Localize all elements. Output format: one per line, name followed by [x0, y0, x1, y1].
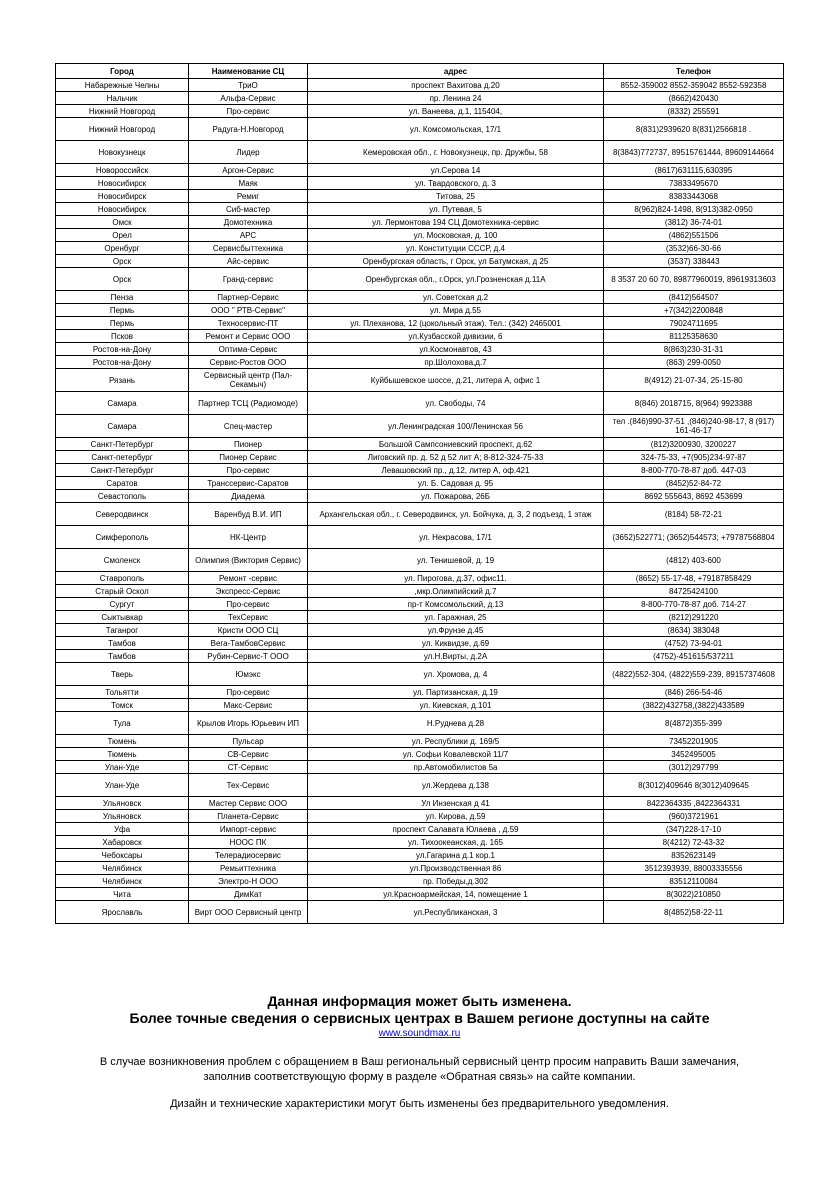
cell-address: Кемеровская обл., г. Новокузнецк, пр. Дружбы, 58 — [308, 141, 604, 164]
table-row — [56, 177, 784, 190]
cell-city: Ростов-на-Дону — [56, 356, 189, 369]
service-centers-table — [55, 63, 784, 924]
cell-phone: 8(4212) 72-43-32 — [604, 836, 784, 849]
table-header-row — [56, 64, 784, 79]
cell-address: ул. Плеханова, 12 (цокольный этаж). Тел.: (342) 2465001 — [308, 317, 604, 330]
cell-address: ул.Фрунзе д.45 — [308, 624, 604, 637]
table-row — [56, 438, 784, 451]
cell-center-name: Ремонт -сервис — [189, 572, 308, 585]
table-row — [56, 686, 784, 699]
table-row — [56, 291, 784, 304]
cell-city: Тверь — [56, 663, 189, 686]
table-row — [56, 810, 784, 823]
cell-phone: 8-800-770-78-87 доб. 714-27 — [604, 598, 784, 611]
cell-phone: 8(4872)355-399 — [604, 712, 784, 735]
cell-phone: (3537) 338443 — [604, 255, 784, 268]
feedback-note-line1: В случае возникновения проблем с обращением в Ваш региональный сервисный центр просим направить Ваши замечания, — [99, 1056, 740, 1068]
table-row — [56, 343, 784, 356]
cell-city: Нижний Новгород — [56, 118, 189, 141]
cell-city: Сыктывкар — [56, 611, 189, 624]
cell-center-name: Вирт ООО Сервисный центр — [189, 901, 308, 924]
table-row — [56, 650, 784, 663]
cell-city: Уфа — [56, 823, 189, 836]
cell-city: Новосибирск — [56, 203, 189, 216]
table-row — [56, 712, 784, 735]
cell-center-name: Спец-мастер — [189, 415, 308, 438]
cell-city: Севастополь — [56, 490, 189, 503]
cell-address: пр.Автомобилистов 5а — [308, 761, 604, 774]
cell-address: Оренбургская область, г Орск, ул Батумская, д 25 — [308, 255, 604, 268]
cell-phone: 8(846) 2018715, 8(964) 9923388 — [604, 392, 784, 415]
cell-city: Самара — [56, 415, 189, 438]
header-address: адрес — [308, 64, 604, 79]
cell-phone: (8634) 383048 — [604, 624, 784, 637]
table-row — [56, 141, 784, 164]
cell-center-name: Ремиг — [189, 190, 308, 203]
cell-address: ул. Ванеева, д.1, 115404, — [308, 105, 604, 118]
table-row — [56, 392, 784, 415]
cell-center-name: Пионер — [189, 438, 308, 451]
cell-city: Пермь — [56, 304, 189, 317]
cell-address: ул. Пирогова, д.37, офис11. — [308, 572, 604, 585]
cell-city: Набарежные Челны — [56, 79, 189, 92]
cell-address: ул.Производственная 86 — [308, 862, 604, 875]
cell-center-name: Юмэкс — [189, 663, 308, 686]
cell-address: ул. Советская д.2 — [308, 291, 604, 304]
table-row — [56, 761, 784, 774]
table-row — [56, 637, 784, 650]
cell-phone: (4812) 403-600 — [604, 549, 784, 572]
cell-city: Симферополь — [56, 526, 189, 549]
cell-phone: (4862)551506 — [604, 229, 784, 242]
cell-city: Рязань — [56, 369, 189, 392]
cell-center-name: Про-сервис — [189, 598, 308, 611]
cell-center-name: ООО " РТВ-Сервис" — [189, 304, 308, 317]
cell-address: ул. Комсомольская, 17/1 — [308, 118, 604, 141]
cell-address: ул. Республики д. 169/5 — [308, 735, 604, 748]
table-row — [56, 598, 784, 611]
table-row — [56, 862, 784, 875]
cell-address: проспект Салавата Юлаева , д.59 — [308, 823, 604, 836]
cell-phone: 84725424100 — [604, 585, 784, 598]
notice-headline: Данная информация может быть изменена. — [267, 993, 572, 1009]
cell-city: Ставрополь — [56, 572, 189, 585]
cell-city: Новороссийск — [56, 164, 189, 177]
table-row — [56, 901, 784, 924]
cell-center-name: Пионер Сервис — [189, 451, 308, 464]
cell-phone: (3652)522771; (3652)544573; +79787568804 — [604, 526, 784, 549]
table-row — [56, 216, 784, 229]
cell-city: Улан-Уде — [56, 774, 189, 797]
table-row — [56, 490, 784, 503]
cell-address: ул.Красноармейская, 14, помещение 1 — [308, 888, 604, 901]
cell-center-name: Диадема — [189, 490, 308, 503]
cell-center-name: Про-сервис — [189, 105, 308, 118]
cell-city: Смоленск — [56, 549, 189, 572]
table-row — [56, 797, 784, 810]
cell-center-name: Рубин-Сервис-Т ООО — [189, 650, 308, 663]
cell-city: Новосибирск — [56, 190, 189, 203]
cell-address: ул. Софьи Ковалевской 11/7 — [308, 748, 604, 761]
cell-phone: 324-75-33, +7(905)234-97-87 — [604, 451, 784, 464]
table-row — [56, 203, 784, 216]
cell-phone: 81125358630 — [604, 330, 784, 343]
cell-center-name: Пульсар — [189, 735, 308, 748]
cell-phone: 79024711695 — [604, 317, 784, 330]
cell-address: ул. Путевая, 5 — [308, 203, 604, 216]
table-row — [56, 369, 784, 392]
cell-city: Орск — [56, 255, 189, 268]
table-row — [56, 624, 784, 637]
table-row — [56, 190, 784, 203]
table-row — [56, 774, 784, 797]
cell-city: Томск — [56, 699, 189, 712]
table-row — [56, 242, 784, 255]
cell-phone: 83833443068 — [604, 190, 784, 203]
table-row — [56, 477, 784, 490]
cell-address: Архангельская обл., г. Северодвинск, ул. Бойчука, д. 3, 2 подъезд, 1 этаж — [308, 503, 604, 526]
cell-address: ул.Космонавтов, 43 — [308, 343, 604, 356]
cell-city: Улан-Уде — [56, 761, 189, 774]
cell-city: Санкт-петербург — [56, 451, 189, 464]
cell-address: ул.Ленинградская 100/Ленинская 56 — [308, 415, 604, 438]
cell-address: ул.Республиканская, 3 — [308, 901, 604, 924]
cell-center-name: Партнер ТСЦ (Радиомоде) — [189, 392, 308, 415]
table-row — [56, 330, 784, 343]
cell-city: Тольятти — [56, 686, 189, 699]
table-row — [56, 585, 784, 598]
cell-address: пр.Шолохова,д.7 — [308, 356, 604, 369]
table-row — [56, 526, 784, 549]
table-row — [56, 503, 784, 526]
cell-city: Тула — [56, 712, 189, 735]
cell-center-name: СТ-Сервис — [189, 761, 308, 774]
cell-city: Ярославль — [56, 901, 189, 924]
cell-phone: 83512110084 — [604, 875, 784, 888]
cell-phone: 8422364335 ,8422364331 — [604, 797, 784, 810]
cell-center-name: Партнер-Сервис — [189, 291, 308, 304]
table-row — [56, 356, 784, 369]
cell-phone: 8(3843)772737, 89515761444, 89609144664 — [604, 141, 784, 164]
table-row — [56, 611, 784, 624]
cell-phone: (8184) 58-72-21 — [604, 503, 784, 526]
cell-address: ул. Тенишевой, д. 19 — [308, 549, 604, 572]
cell-phone: (846) 266-54-46 — [604, 686, 784, 699]
cell-phone: 8(831)2939620 8(831)2566818 . — [604, 118, 784, 141]
cell-center-name: Крылов Игорь Юрьевич ИП — [189, 712, 308, 735]
table-row — [56, 549, 784, 572]
cell-address: пр. Ленина 24 — [308, 92, 604, 105]
notice-subheadline: Более точные сведения о сервисных центрах в Вашем регионе доступны на сайте — [129, 1010, 710, 1026]
cell-phone: 8352623149 — [604, 849, 784, 862]
table-row — [56, 317, 784, 330]
cell-address: ул. Свободы, 74 — [308, 392, 604, 415]
cell-city: Пермь — [56, 317, 189, 330]
table-row — [56, 748, 784, 761]
cell-city: Нижний Новгород — [56, 105, 189, 118]
cell-city: Ростов-на-Дону — [56, 343, 189, 356]
cell-city: Новосибирск — [56, 177, 189, 190]
cell-phone: 8(3012)409646 8(3012)409645 — [604, 774, 784, 797]
cell-center-name: Про-сервис — [189, 686, 308, 699]
design-disclaimer: Дизайн и технические характеристики могут быть изменены без предварительного уведомления. — [170, 1098, 669, 1110]
cell-center-name: Маяк — [189, 177, 308, 190]
cell-address: ул. Московская, д. 100 — [308, 229, 604, 242]
cell-city: Оренбург — [56, 242, 189, 255]
cell-address: ул. Конституции СССР, д.4 — [308, 242, 604, 255]
cell-center-name: Ремьиттехника — [189, 862, 308, 875]
table-row — [56, 255, 784, 268]
cell-center-name: АРС — [189, 229, 308, 242]
cell-center-name: Планета-Сервис — [189, 810, 308, 823]
table-row — [56, 464, 784, 477]
cell-city: Ульяновск — [56, 797, 189, 810]
cell-address: ул. Лермонтова 194 СЦ Домотехника-сервис — [308, 216, 604, 229]
cell-center-name: Олимпия (Виктория Сервис) — [189, 549, 308, 572]
cell-phone: (4822)552-304, (4822)559-239, 89157374608 — [604, 663, 784, 686]
table-row — [56, 572, 784, 585]
table-row — [56, 849, 784, 862]
cell-phone: +7(342)2200848 — [604, 304, 784, 317]
cell-center-name: Экспресс-Сервис — [189, 585, 308, 598]
cell-phone: (8452)52-84-72 — [604, 477, 784, 490]
table-row — [56, 875, 784, 888]
cell-center-name: Сервисбыттехника — [189, 242, 308, 255]
cell-city: Тамбов — [56, 650, 189, 663]
cell-center-name: Сервисный центр (Пал-Секамыч) — [189, 369, 308, 392]
cell-phone: (8332) 255591 — [604, 105, 784, 118]
header-center-name: Наименование СЦ — [189, 64, 308, 79]
cell-address: ул.Н.Вирты, д.2А — [308, 650, 604, 663]
cell-phone: (8212)291220 — [604, 611, 784, 624]
cell-address: ул. Киевская, д.101 — [308, 699, 604, 712]
cell-center-name: Радуга-Н.Новгород — [189, 118, 308, 141]
cell-city: Сургут — [56, 598, 189, 611]
table-row — [56, 415, 784, 438]
cell-city: Чебоксары — [56, 849, 189, 862]
cell-phone: 8(962)824-1498, 8(913)382-0950 — [604, 203, 784, 216]
cell-address: ул. Хромова, д. 4 — [308, 663, 604, 686]
cell-city: Псков — [56, 330, 189, 343]
cell-city: Самара — [56, 392, 189, 415]
cell-center-name: Транссервис-Саратов — [189, 477, 308, 490]
table-body — [56, 79, 784, 924]
cell-city: Северодвинск — [56, 503, 189, 526]
cell-center-name: Вега-ТамбовСервис — [189, 637, 308, 650]
table-row — [56, 79, 784, 92]
header-phone: Телефон — [604, 64, 784, 79]
cell-phone: (3532)66-30-66 — [604, 242, 784, 255]
table-row — [56, 118, 784, 141]
cell-address: пр. Победы,д.302 — [308, 875, 604, 888]
cell-center-name: Оптима-Сервис — [189, 343, 308, 356]
cell-address: Н.Руднева д.28 — [308, 712, 604, 735]
cell-phone: 73833495670 — [604, 177, 784, 190]
cell-address: проспект Вахитова д.20 — [308, 79, 604, 92]
cell-phone: (3012)297799 — [604, 761, 784, 774]
table-row — [56, 268, 784, 291]
cell-address: ул. Твардовского, д. 3 — [308, 177, 604, 190]
cell-phone: (4752)-451615/537211 — [604, 650, 784, 663]
table-row — [56, 823, 784, 836]
cell-center-name: ТехСервис — [189, 611, 308, 624]
table-row — [56, 304, 784, 317]
cell-address: Ул Инзенская д 41 — [308, 797, 604, 810]
cell-city: Тюмень — [56, 748, 189, 761]
cell-center-name: Сиб-мастер — [189, 203, 308, 216]
table-row — [56, 451, 784, 464]
cell-phone: тел .(846)990-37-51 ,(846)240-98-17, 8 (917) 161-46-17 — [604, 415, 784, 438]
cell-city: Челябинск — [56, 875, 189, 888]
cell-address: ул. Некрасова, 17/1 — [308, 526, 604, 549]
cell-phone: 8(4912) 21-07-34, 25-15-80 — [604, 369, 784, 392]
cell-phone: 8692 555643, 8692 453699 — [604, 490, 784, 503]
cell-phone: 8(3022)210850 — [604, 888, 784, 901]
cell-address: ул.Жердева д.138 — [308, 774, 604, 797]
cell-phone: (347)228-17-10 — [604, 823, 784, 836]
cell-address: Левашовский пр., д.12, литер А, оф.421 — [308, 464, 604, 477]
table-row — [56, 663, 784, 686]
cell-phone: 3452495005 — [604, 748, 784, 761]
table-row — [56, 699, 784, 712]
cell-phone: (8662)420430 — [604, 92, 784, 105]
cell-phone: 3512393939, 88003335556 — [604, 862, 784, 875]
cell-city: Орел — [56, 229, 189, 242]
cell-address: ул. Б. Садовая д. 95 — [308, 477, 604, 490]
cell-phone: (812)3200930, 3200227 — [604, 438, 784, 451]
cell-center-name: НООС ПК — [189, 836, 308, 849]
cell-city: Челябинск — [56, 862, 189, 875]
cell-address: ул. Киквидзе, д.69 — [308, 637, 604, 650]
cell-phone: 8 3537 20 60 70, 89877960019, 89619313603 — [604, 268, 784, 291]
header-city: Город — [56, 64, 189, 79]
cell-phone: (3822)432758,(3822)433589 — [604, 699, 784, 712]
cell-center-name: Тех-Сервис — [189, 774, 308, 797]
cell-address: Лиговский пр. д. 52 д 52 лит А; 8-812-324-75-33 — [308, 451, 604, 464]
cell-address: ул. Гаражная, 25 — [308, 611, 604, 624]
cell-address: Куйбышевское шоссе, д.21, литера А, офис 1 — [308, 369, 604, 392]
cell-center-name: НК-Центр — [189, 526, 308, 549]
cell-address: ,мкр.Олимпийский д.7 — [308, 585, 604, 598]
website-link-wrap — [0, 1028, 839, 1040]
cell-city: Тамбов — [56, 637, 189, 650]
cell-city: Хабаровск — [56, 836, 189, 849]
cell-city: Таганрог — [56, 624, 189, 637]
cell-address: ул.Кузбасской дивизии, 6 — [308, 330, 604, 343]
cell-center-name: Лидер — [189, 141, 308, 164]
cell-phone: 8(4852)58-22-11 — [604, 901, 784, 924]
cell-city: Орск — [56, 268, 189, 291]
cell-address: Большой Сампсониевский проспект, д.62 — [308, 438, 604, 451]
cell-center-name: Альфа-Сервис — [189, 92, 308, 105]
cell-address: ул. Пожарова, 26Б — [308, 490, 604, 503]
cell-address: пр-т Комсомольский, д.13 — [308, 598, 604, 611]
cell-center-name: Мастер Сервис ООО — [189, 797, 308, 810]
cell-phone: (4752) 73-94-01 — [604, 637, 784, 650]
cell-phone: 8-800-770-78-87 доб. 447-03 — [604, 464, 784, 477]
table-row — [56, 164, 784, 177]
cell-center-name: Телерадиосервис — [189, 849, 308, 862]
cell-center-name: Варенбуд В.И. ИП — [189, 503, 308, 526]
cell-address: ул.Серова 14 — [308, 164, 604, 177]
cell-city: Чита — [56, 888, 189, 901]
table-row — [56, 735, 784, 748]
table-row — [56, 92, 784, 105]
cell-phone: 8(863)230-31-31 — [604, 343, 784, 356]
cell-center-name: Домотехника — [189, 216, 308, 229]
cell-city: Старый Оскол — [56, 585, 189, 598]
feedback-note-line2: заполнив соответствующую форму в разделе «Обратная связь» на сайте компании. — [203, 1071, 636, 1083]
cell-phone: 73452201905 — [604, 735, 784, 748]
cell-address: Титова, 25 — [308, 190, 604, 203]
cell-address: Оренбургская обл., г.Орск, ул.Грозненская д.11А — [308, 268, 604, 291]
cell-center-name: Айс-сервис — [189, 255, 308, 268]
cell-address: ул. Кирова, д.59 — [308, 810, 604, 823]
cell-center-name: Техносервис-ПТ — [189, 317, 308, 330]
cell-address: ул. Партизанская, д.19 — [308, 686, 604, 699]
cell-center-name: Сервис-Ростов ООО — [189, 356, 308, 369]
cell-city: Ульяновск — [56, 810, 189, 823]
cell-center-name: Импорт-сервис — [189, 823, 308, 836]
cell-city: Санкт-Петербург — [56, 464, 189, 477]
cell-address: ул.Гагарина д.1 кор.1 — [308, 849, 604, 862]
cell-center-name: Гранд-сервис — [189, 268, 308, 291]
cell-city: Саратов — [56, 477, 189, 490]
cell-center-name: Электро-Н ООО — [189, 875, 308, 888]
cell-center-name: Аргон-Сервис — [189, 164, 308, 177]
cell-phone: (960)3721961 — [604, 810, 784, 823]
cell-city: Новокузнецк — [56, 141, 189, 164]
cell-center-name: Ремонт и Сервис ООО — [189, 330, 308, 343]
table-row — [56, 836, 784, 849]
cell-center-name: СВ-Сервис — [189, 748, 308, 761]
cell-address: ул. Мира д.55 — [308, 304, 604, 317]
cell-city: Омск — [56, 216, 189, 229]
cell-address: ул. Тихоокеанская, д. 165 — [308, 836, 604, 849]
cell-phone: 8552-359002 8552-359042 8552-592358 — [604, 79, 784, 92]
cell-city: Нальчик — [56, 92, 189, 105]
cell-city: Пенза — [56, 291, 189, 304]
cell-center-name: ТриО — [189, 79, 308, 92]
cell-phone: (3812) 36-74-01 — [604, 216, 784, 229]
cell-center-name: Макс-Сервис — [189, 699, 308, 712]
cell-city: Тюмень — [56, 735, 189, 748]
cell-center-name: Кристи ООО СЦ — [189, 624, 308, 637]
table-row — [56, 229, 784, 242]
table-row — [56, 105, 784, 118]
cell-center-name: Про-сервис — [189, 464, 308, 477]
table-row — [56, 888, 784, 901]
cell-phone: (8412)564507 — [604, 291, 784, 304]
cell-phone: (8652) 55-17-48, +79187858429 — [604, 572, 784, 585]
cell-phone: (8617)631115,630395 — [604, 164, 784, 177]
website-link[interactable]: www.soundmax.ru — [378, 1028, 461, 1039]
cell-center-name: ДимКат — [189, 888, 308, 901]
cell-city: Санкт-Петербург — [56, 438, 189, 451]
cell-phone: (863) 299-0050 — [604, 356, 784, 369]
